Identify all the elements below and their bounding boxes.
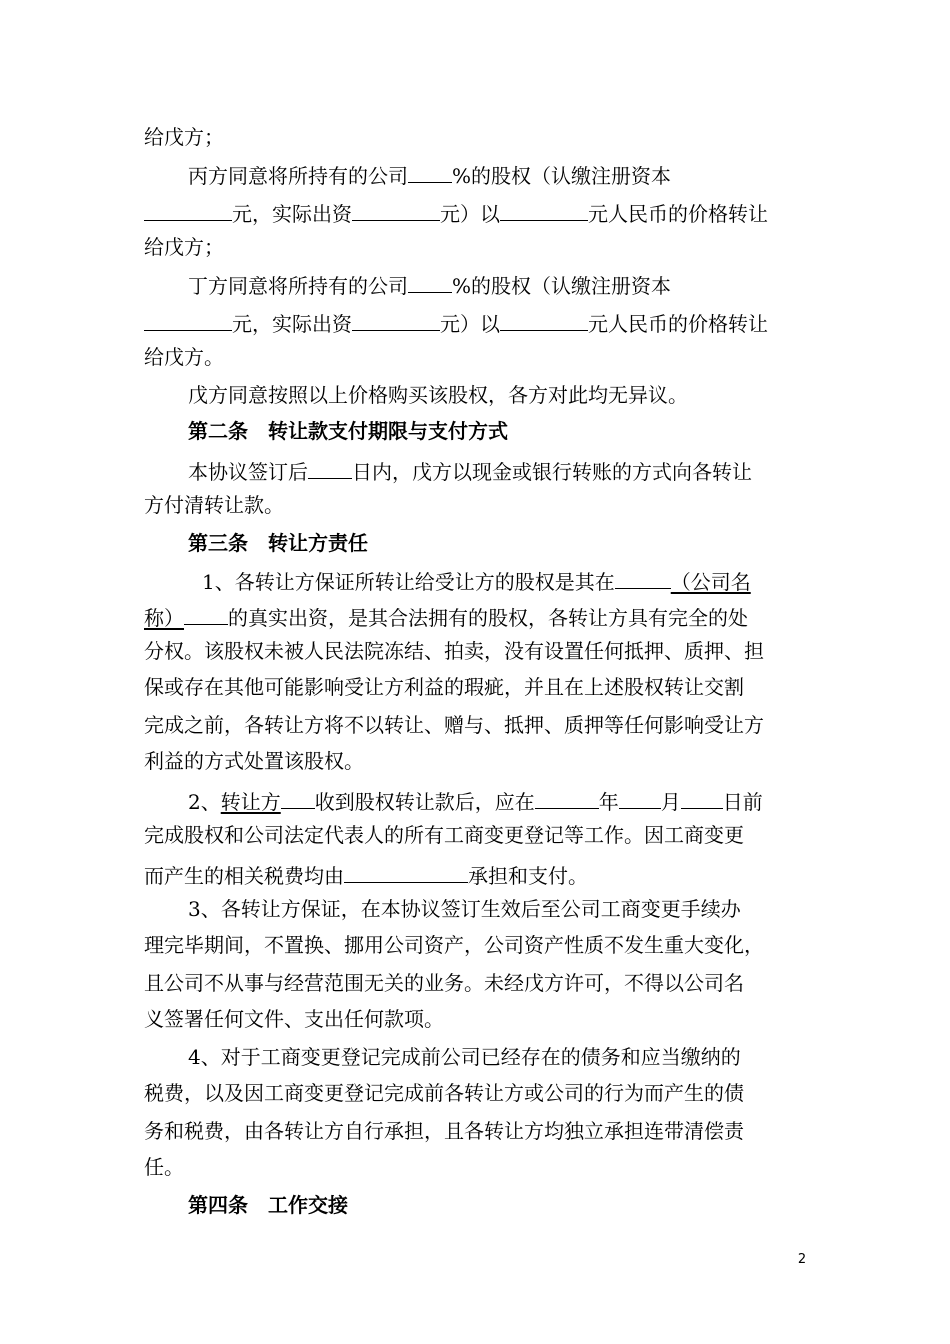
blank-line: [184, 600, 228, 625]
blank-line: [500, 306, 588, 331]
blank-line: [144, 306, 232, 331]
blank-line: [615, 564, 671, 589]
blank-line: [408, 268, 452, 293]
text-line: 元，实际出资 元）以 元人民币的价格转让: [144, 306, 808, 336]
text-line: 分权。该股权未被人民法院冻结、拍卖，没有设置任何抵押、质押、担: [144, 639, 764, 663]
text-line: 而产生的相关税费均由 承担和支付。: [144, 858, 808, 888]
text-line: 保或存在其他可能影响受让方利益的瑕疵，并且在上述股权转让交割: [144, 675, 744, 699]
text-line: 丙方同意将所持有的公司 %的股权（认缴注册资本: [188, 158, 808, 188]
article-4-heading: 第四条 工作交接: [188, 1193, 348, 1217]
text-line: 戊方同意按照以上价格购买该股权，各方对此均无异议。: [188, 383, 688, 407]
text-line: 丁方同意将所持有的公司 %的股权（认缴注册资本: [188, 268, 808, 298]
article-3-heading: 第三条 转让方责任: [188, 531, 368, 555]
text-line: 1、各转让方保证所转让给受让方的股权是其在 （公司名: [202, 564, 808, 594]
text-line: 给戊方。: [144, 345, 224, 369]
text-line: 3、各转让方保证，在本协议签订生效后至公司工商变更手续办: [188, 897, 741, 921]
blank-line: [535, 784, 599, 809]
text-line: 元，实际出资 元）以 元人民币的价格转让: [144, 196, 808, 226]
blank-line: [144, 196, 232, 221]
text-line: 利益的方式处置该股权。: [144, 749, 364, 773]
text-line: 税费，以及因工商变更登记完成前各转让方或公司的行为而产生的债: [144, 1081, 744, 1105]
blank-line: [352, 306, 440, 331]
blank-line: [352, 196, 440, 221]
blank-line: [308, 454, 352, 479]
text-line: 2、转让方 收到股权转让款后，应在 年 月 日前: [188, 784, 808, 814]
text-line: 方付清转让款。: [144, 493, 284, 517]
blank-line: [619, 784, 661, 809]
blank-line: [281, 784, 315, 809]
text-line: 4、对于工商变更登记完成前公司已经存在的债务和应当缴纳的: [188, 1045, 741, 1069]
text-line: 完成之前，各转让方将不以转让、赠与、抵押、质押等任何影响受让方: [144, 713, 764, 737]
text-line: 任。: [144, 1155, 184, 1179]
text-line: 给戊方；: [144, 125, 224, 149]
blank-line: [408, 158, 452, 183]
text-line: 义签署任何文件、支出任何款项。: [144, 1007, 444, 1031]
text-line: 称） 的真实出资，是其合法拥有的股权，各转让方具有完全的处: [144, 600, 808, 630]
blank-line: [681, 784, 723, 809]
text-line: 完成股权和公司法定代表人的所有工商变更登记等工作。因工商变更: [144, 823, 744, 847]
blank-line: [500, 196, 588, 221]
text-line: 理完毕期间，不置换、挪用公司资产，公司资产性质不发生重大变化，: [144, 933, 764, 957]
page-number: 2: [797, 1252, 807, 1267]
text-line: 给戊方；: [144, 235, 224, 259]
text-line: 本协议签订后 日内，戊方以现金或银行转账的方式向各转让: [188, 454, 808, 484]
text-line: 且公司不从事与经营范围无关的业务。未经戊方许可，不得以公司名: [144, 971, 744, 995]
text-line: 务和税费，由各转让方自行承担，且各转让方均独立承担连带清偿责: [144, 1119, 744, 1143]
article-2-heading: 第二条 转让款支付期限与支付方式: [188, 419, 508, 443]
blank-line: [344, 858, 468, 883]
